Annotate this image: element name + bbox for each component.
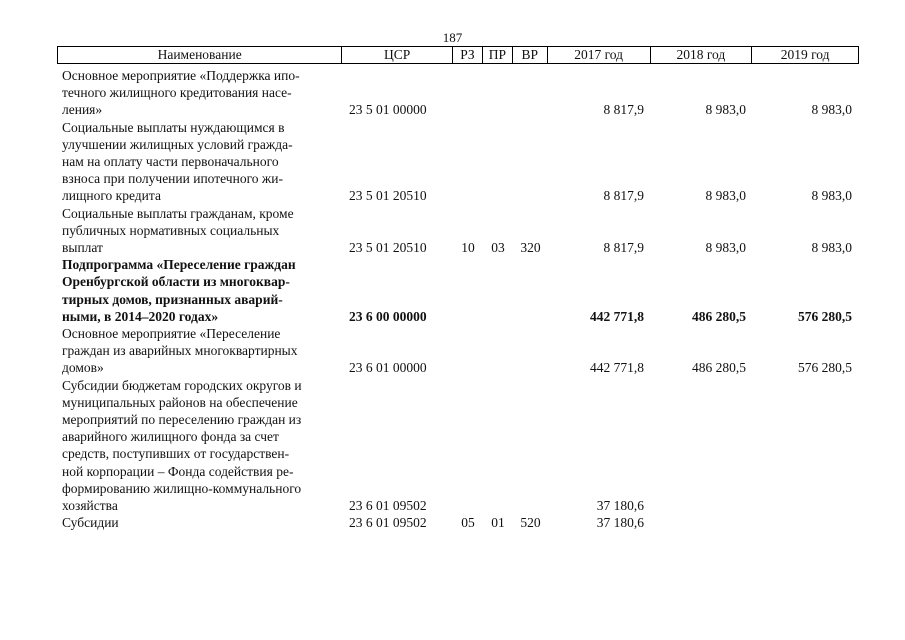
- table-row: [57, 205, 859, 257]
- cell-2019: 8 983,0: [811, 188, 852, 204]
- header-2019: 2019 год: [780, 47, 830, 62]
- cell-2018: 8 983,0: [705, 102, 746, 118]
- table-header: [57, 46, 859, 64]
- name-line: течного жилищного кредитования насе-: [62, 85, 292, 101]
- name-line: выплат: [62, 240, 103, 256]
- cell-2019: 576 280,5: [798, 308, 852, 324]
- cell-name: [57, 325, 342, 377]
- name-line: лищного кредита: [62, 188, 161, 204]
- cell-2017: 37 180,6: [596, 515, 644, 531]
- cell-2018: 8 983,0: [705, 240, 746, 256]
- name-line: аварийного жилищного фонда за счет: [62, 429, 279, 445]
- name-line: Субсидии бюджетам городских округов и: [62, 377, 302, 393]
- cell-csr: 23 6 01 00000: [349, 360, 427, 376]
- table-row: [57, 325, 859, 377]
- cell-2017: 8 817,9: [603, 240, 644, 256]
- table-body: [57, 67, 859, 531]
- name-line: тирных домов, признанных аварий-: [62, 291, 283, 307]
- header-vr: ВР: [513, 47, 548, 63]
- header-rz: РЗ: [453, 47, 483, 63]
- name-line: публичных нормативных социальных: [62, 222, 280, 238]
- cell-name: [57, 205, 342, 257]
- name-line: муниципальных районов на обеспечение: [62, 394, 298, 410]
- cell-csr: 23 5 01 20510: [349, 188, 427, 204]
- name-line: Основное мероприятие «Поддержка ипо-: [62, 68, 300, 83]
- table-row: [57, 67, 859, 119]
- cell-2018: 8 983,0: [705, 188, 746, 204]
- name-line: ными, в 2014–2020 годах»: [62, 308, 219, 324]
- cell-vr: 320: [520, 240, 541, 256]
- header-csr: ЦСР: [342, 47, 453, 63]
- cell-csr: 23 5 01 00000: [349, 102, 427, 118]
- cell-pr: 03: [491, 240, 505, 256]
- name-line: Подпрограмма «Переселение граждан: [62, 257, 296, 273]
- cell-name: [57, 67, 342, 119]
- table-row: [57, 377, 859, 515]
- cell-2017: 8 817,9: [603, 188, 644, 204]
- cell-csr: 23 6 01 09502: [349, 498, 427, 514]
- name-line: Социальные выплаты гражданам, кроме: [62, 205, 294, 221]
- cell-2019: 576 280,5: [798, 360, 852, 376]
- name-line: средств, поступивших от государствен-: [62, 446, 290, 462]
- cell-vr: 520: [520, 515, 541, 531]
- name-line: граждан из аварийных многоквартирных: [62, 343, 298, 359]
- cell-csr: 23 6 00 00000: [349, 308, 427, 324]
- name-line: Основное мероприятие «Переселение: [62, 326, 281, 342]
- cell-csr: 23 5 01 20510: [349, 240, 427, 256]
- cell-rz: 10: [461, 240, 475, 256]
- cell-2019: 8 983,0: [811, 240, 852, 256]
- cell-2017: 442 771,8: [590, 360, 644, 376]
- cell-name: [57, 377, 342, 515]
- name-line: ления»: [62, 102, 103, 118]
- cell-pr: 01: [491, 515, 505, 531]
- name-line: Оренбургской области из многоквар-: [62, 274, 290, 290]
- cell-2017: 8 817,9: [603, 102, 644, 118]
- name-line: взноса при получении ипотечного жи-: [62, 171, 283, 187]
- name-line: Социальные выплаты нуждающимся в: [62, 119, 285, 135]
- header-2018: 2018 год: [651, 47, 753, 63]
- cell-2017: 37 180,6: [596, 498, 644, 514]
- name-line: нам на оплату части первоначального: [62, 154, 279, 170]
- table-row: [57, 119, 859, 205]
- header-2017: 2017 год: [548, 47, 651, 63]
- name-line: формированию жилищно-коммунального: [62, 480, 302, 496]
- cell-name: [57, 514, 342, 531]
- cell-2017: 442 771,8: [590, 308, 644, 324]
- table-row: [57, 256, 859, 325]
- name-line: хозяйства: [62, 498, 118, 514]
- cell-name: [57, 256, 342, 325]
- cell-csr: 23 6 01 09502: [349, 515, 427, 531]
- cell-rz: 05: [461, 515, 475, 531]
- cell-name: [57, 119, 342, 205]
- name-line: ной корпорации – Фонда содействия ре-: [62, 463, 294, 479]
- header-pr: ПР: [483, 47, 513, 63]
- name-line: мероприятий по переселению граждан из: [62, 412, 302, 428]
- page-number: 187: [442, 30, 463, 45]
- table-row: [57, 514, 859, 531]
- cell-2019: 8 983,0: [811, 102, 852, 118]
- cell-2018: 486 280,5: [692, 308, 746, 324]
- name-line: улучшении жилищных условий гражда-: [62, 136, 293, 152]
- name-line: Субсидии: [62, 515, 119, 531]
- header-name: Наименование: [58, 47, 342, 63]
- cell-2018: 486 280,5: [692, 360, 746, 376]
- name-line: домов»: [62, 360, 104, 376]
